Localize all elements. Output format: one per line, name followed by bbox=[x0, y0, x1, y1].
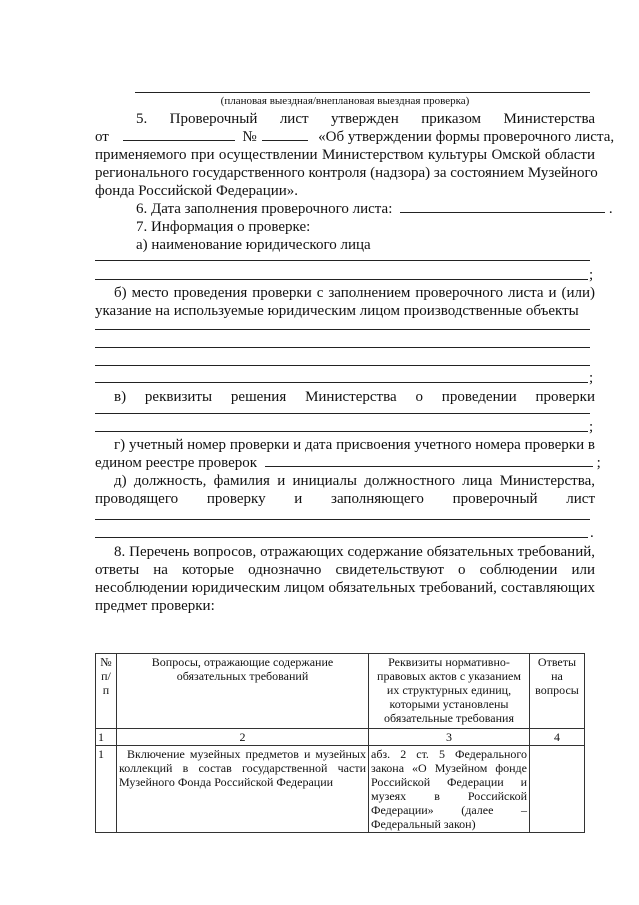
inspection-type-caption: (плановая выездная/внеплановая выездная проверка) bbox=[220, 95, 470, 107]
registry-number-blank bbox=[265, 454, 593, 467]
item-a-label: а) наименование юридического лица bbox=[136, 237, 371, 253]
p5-line-4: регионального государственного контроля (надзора) за состоянием Музейного bbox=[95, 165, 598, 181]
colnum-cell: 2 bbox=[117, 729, 369, 746]
item-d-line-2: проводящего проверку и заполняющего проверочный лист bbox=[95, 491, 595, 507]
item-b-line-1: б) место проведения проверки с заполнением проверочного листа и (или) bbox=[114, 285, 595, 301]
p8-line-3: несоблюдении юридическим лицом обязательных требований, составляющих bbox=[95, 580, 595, 596]
header-num: № п/п bbox=[96, 654, 117, 729]
p5-word: 5. bbox=[136, 111, 148, 127]
item-v-line bbox=[95, 413, 590, 414]
header-answers: Ответы на вопросы bbox=[530, 654, 585, 729]
item-a-line bbox=[95, 279, 588, 280]
header-questions: Вопросы, отражающие содержание обязательных требований bbox=[117, 654, 369, 729]
row-answer[interactable] bbox=[530, 746, 585, 833]
item-b-line-2: указание на используемые юридическим лицом производственные объекты bbox=[95, 303, 579, 319]
order-number-blank bbox=[262, 128, 308, 141]
colnum-cell: 3 bbox=[369, 729, 530, 746]
p5-line-1 bbox=[136, 110, 595, 128]
item-b-line bbox=[95, 347, 590, 348]
p5-word: утвержден bbox=[330, 111, 399, 127]
p5-line-5: фонда Российской Федерации». bbox=[95, 183, 299, 199]
item-v-line bbox=[95, 431, 588, 432]
colnum-cell: 1 bbox=[96, 729, 117, 746]
p5-word: Министерства bbox=[503, 111, 595, 127]
document-page: (плановая выездная/внеплановая выездная проверка) 5. Проверочный лист утвержден приказом Министерства от № «Об утверждении формы проверочного листа, применяемого при осуществлении Министерством культуры Омской области регионального государственного контроля (надзора) за состоянием Музейного фонда Российской Федерации». 6. Дата заполнения проверочного листа: . 7. Информация о проверке: а) наименование юридического лица ; б) место проведения проверки с заполнением проверочного листа и (или) указание на используемые юридическим лицом производственные объекты ; в) реквизиты решения Министерства о проведении проверки ; г) учетный номер проверки и дата присвоения учетного номера проверки в едином реестре проверок ; д) должность, фамилия и инициалы должностного лица Министерства, проводящего проверку и заполняющего проверочный лист . 8. Перечень вопросов, отражающих содержание обязательных требований, ответы на которые однозначно свидетельствуют о соблюдении или несоблюдении юридическим лицом обязательных требований, составляющих предмет проверки: № п/п Вопросы, отражающие содержание обязательных требований Реквизиты нормативно-правовых актов с указанием их структурных единиц, которыми установлены обязательные требования Ответы на вопросы 1 2 3 4 1 Включение музейных предметов и музейных коллекций в состав государственной части Музейного Фонда Российской Федерации абз. 2 ст. 5 Федерального закона «О Музейном фонде Российской Федерации и музеях в Российской Федерации» (далее – Федеральный закон) bbox=[0, 0, 639, 905]
item-d-line-1: д) должность, фамилия и инициалы должностного лица Министерства, bbox=[114, 473, 595, 489]
fill-date-blank bbox=[400, 200, 605, 213]
item-d-line bbox=[95, 537, 588, 538]
p5-word: приказом bbox=[421, 111, 482, 127]
p5-word: Проверочный bbox=[169, 111, 258, 127]
p5-word: лист bbox=[279, 111, 309, 127]
item-v-label: в) реквизиты решения Министерства о проведении проверки bbox=[114, 389, 595, 405]
inspection-type-line bbox=[135, 92, 590, 93]
row-num: 1 bbox=[96, 746, 117, 833]
table-header-row bbox=[96, 654, 585, 729]
p8-line-2: ответы на которые однозначно свидетельствуют о соблюдении или bbox=[95, 562, 595, 578]
colnum-cell: 4 bbox=[530, 729, 585, 746]
order-date-blank bbox=[123, 128, 235, 141]
p5-line-3: применяемого при осуществлении Министерством культуры Омской области bbox=[95, 147, 595, 163]
item-d-line bbox=[95, 519, 590, 520]
header-requisites: Реквизиты нормативно-правовых актов с указанием их структурных единиц, которыми установлены обязательные требования bbox=[369, 654, 530, 729]
p6-line: 6. Дата заполнения проверочного листа: . bbox=[136, 201, 613, 217]
table-colnum-row bbox=[96, 729, 585, 746]
row-question: Включение музейных предметов и музейных коллекций в состав государственной части Музейного Фонда Российской Федерации bbox=[117, 746, 369, 833]
table-row bbox=[96, 746, 585, 833]
p5-line-2: от № «Об утверждении формы проверочного листа, bbox=[95, 129, 615, 145]
p8-line-1: 8. Перечень вопросов, отражающих содержание обязательных требований, bbox=[114, 544, 595, 560]
requirements-table bbox=[95, 653, 585, 833]
item-a-line bbox=[95, 260, 590, 261]
row-requisites: абз. 2 ст. 5 Федерального закона «О Музейном фонде Российской Федерации и музеях в Российской Федерации» (далее – Федеральный закон) bbox=[369, 746, 530, 833]
item-g-line-1: г) учетный номер проверки и дата присвоения учетного номера проверки в bbox=[114, 437, 595, 453]
item-g-line-2: едином реестре проверок ; bbox=[95, 455, 601, 471]
p8-line-4: предмет проверки: bbox=[95, 598, 215, 614]
item-b-line bbox=[95, 382, 588, 383]
p7-line: 7. Информация о проверке: bbox=[136, 219, 311, 235]
item-b-line bbox=[95, 365, 590, 366]
item-b-line bbox=[95, 329, 590, 330]
